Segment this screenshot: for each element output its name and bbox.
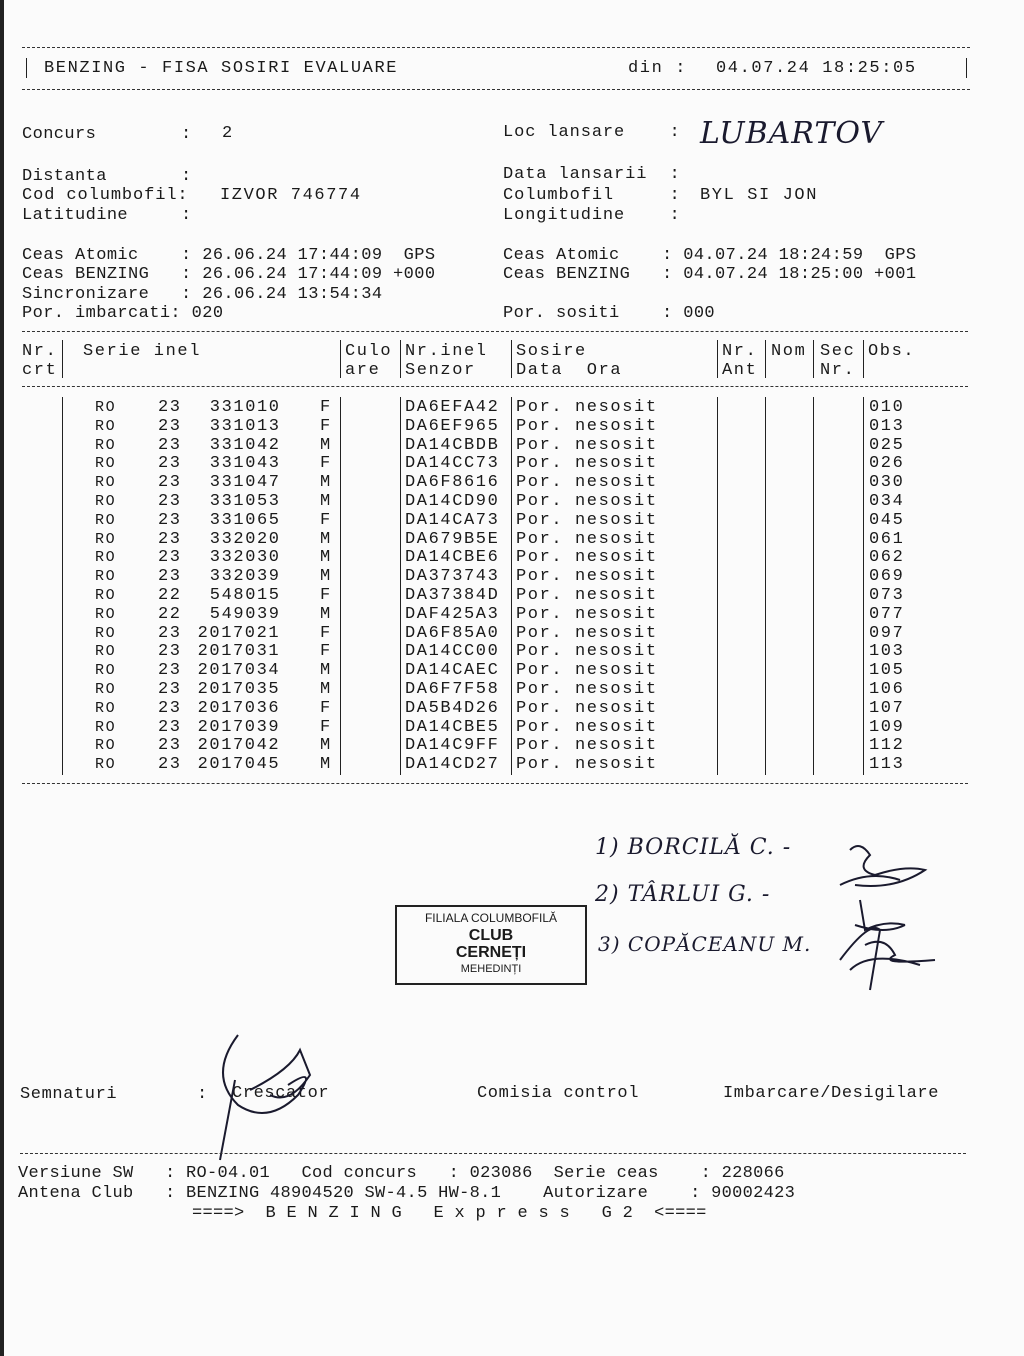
club-stamp bbox=[395, 905, 587, 985]
cell-arrival-status: Por. nesosit bbox=[516, 698, 658, 718]
cell-ring-number: 331047 bbox=[209, 473, 281, 493]
cell-ring-number: 2017042 bbox=[197, 736, 281, 756]
cell-sensor-id: DA37384D bbox=[405, 586, 500, 605]
cell-sex: M bbox=[320, 492, 332, 511]
cell-country: RO bbox=[95, 568, 117, 586]
table-column-divider bbox=[813, 340, 814, 378]
cell-obs: 069 bbox=[869, 567, 905, 587]
columbofil-label: Columbofil : bbox=[503, 186, 681, 205]
table-column-divider bbox=[863, 397, 864, 775]
cell-arrival-status: Por. nesosit bbox=[516, 548, 658, 568]
cell-obs: 062 bbox=[869, 548, 905, 568]
cell-sex: M bbox=[320, 736, 332, 756]
stamp-line-3: CERNEȚI bbox=[455, 944, 527, 961]
cell-country: RO bbox=[95, 587, 117, 604]
semnaturi-colon: : bbox=[197, 1085, 209, 1104]
cell-sex: F bbox=[320, 717, 332, 737]
cell-arrival-status: Por. nesosit bbox=[516, 717, 658, 737]
cell-year: 23 bbox=[158, 698, 182, 718]
cell-ring-number: 2017021 bbox=[197, 623, 281, 643]
header-sosire: Sosire bbox=[516, 342, 587, 361]
cell-sensor-id: DA5B4D26 bbox=[405, 698, 500, 718]
data-lansarii-label: Data lansarii : bbox=[503, 165, 681, 184]
cell-sensor-id: DA14CBE6 bbox=[405, 548, 500, 568]
cell-sensor-id: DA14CD27 bbox=[405, 755, 500, 775]
concurs-value: 2 bbox=[222, 124, 234, 143]
table-column-divider bbox=[717, 340, 718, 378]
loc-lansare-handwritten: LUBARTOV bbox=[700, 116, 884, 151]
header-serie-inel: Serie inel bbox=[83, 342, 202, 361]
ceas-benzing-end: Ceas BENZING : 04.07.24 18:25:00 +001 bbox=[503, 265, 917, 284]
header-sec-nr: Nr. bbox=[820, 361, 856, 380]
header-senzor: Senzor bbox=[405, 361, 476, 380]
cell-arrival-status: Por. nesosit bbox=[516, 435, 658, 455]
cell-sex: F bbox=[320, 586, 332, 605]
header-ant: Ant bbox=[722, 361, 758, 380]
cell-obs: 105 bbox=[869, 661, 905, 681]
cell-year: 23 bbox=[158, 492, 182, 511]
longitudine-label: Longitudine : bbox=[503, 206, 681, 225]
cell-sensor-id: DA14CBE5 bbox=[405, 717, 500, 737]
cell-ring-number: 2017045 bbox=[197, 755, 281, 775]
cell-sex: F bbox=[320, 416, 332, 436]
ceas-atomic-end: Ceas Atomic : 04.07.24 18:24:59 GPS bbox=[503, 246, 917, 265]
table-header-divider bbox=[22, 386, 968, 387]
cell-ring-number: 548015 bbox=[209, 586, 281, 605]
table-border-bottom bbox=[22, 783, 968, 784]
cell-sex: F bbox=[320, 698, 332, 718]
cell-country: RO bbox=[95, 681, 117, 698]
cell-year: 23 bbox=[158, 529, 182, 549]
stamp-line-1: FILIALA COLUMBOFILĂ bbox=[424, 911, 558, 925]
table-column-divider bbox=[340, 397, 341, 775]
cell-sensor-id: DA373743 bbox=[405, 567, 500, 587]
ceas-benzing-start: Ceas BENZING : 26.06.24 17:44:09 +000 bbox=[22, 265, 436, 284]
cell-obs: 109 bbox=[869, 717, 905, 737]
stamp-line-2: CLUB bbox=[468, 927, 514, 944]
crescator-label: Crescator bbox=[232, 1084, 330, 1103]
cell-sex: M bbox=[320, 548, 332, 568]
table-column-divider bbox=[62, 340, 63, 378]
cell-arrival-status: Por. nesosit bbox=[516, 586, 658, 605]
header-border-right bbox=[966, 58, 967, 78]
cell-country: RO bbox=[95, 549, 117, 567]
header-data-ora: Data Ora bbox=[516, 361, 623, 380]
cell-country: RO bbox=[95, 436, 117, 454]
cell-sensor-id: DA14CA73 bbox=[405, 510, 500, 530]
cell-obs: 061 bbox=[869, 529, 905, 549]
cell-year: 23 bbox=[158, 680, 182, 699]
cell-country: RO bbox=[95, 417, 117, 435]
cell-sex: M bbox=[320, 473, 332, 493]
cell-arrival-status: Por. nesosit bbox=[516, 492, 658, 511]
commission-signatures bbox=[820, 830, 940, 1010]
cell-ring-number: 2017034 bbox=[197, 661, 281, 681]
table-column-divider bbox=[62, 397, 63, 775]
cell-arrival-status: Por. nesosit bbox=[516, 510, 658, 530]
cell-sex: F bbox=[320, 398, 332, 417]
table-column-divider bbox=[511, 397, 512, 775]
cell-country: RO bbox=[95, 474, 117, 492]
distanta-label: Distanta : bbox=[22, 167, 192, 186]
cell-obs: 112 bbox=[869, 736, 905, 756]
footer-versiune: Versiune SW : RO-04.01 Cod concurs : 023086 Serie ceas : 228066 bbox=[18, 1164, 785, 1183]
header-culoare-1: Culo bbox=[345, 342, 393, 361]
cell-obs: 097 bbox=[869, 623, 905, 643]
cell-sex: F bbox=[320, 454, 332, 474]
header-nr-inel: Nr.inel bbox=[405, 342, 488, 361]
semnaturi-label: Semnaturi bbox=[20, 1085, 118, 1104]
table-column-divider bbox=[765, 340, 766, 378]
cell-arrival-status: Por. nesosit bbox=[516, 661, 658, 681]
concurs-label: Concurs : bbox=[22, 125, 192, 144]
cell-year: 23 bbox=[158, 416, 182, 436]
cell-obs: 013 bbox=[869, 416, 905, 436]
cell-ring-number: 549039 bbox=[209, 604, 281, 624]
table-column-divider bbox=[340, 340, 341, 378]
cell-ring-number: 331053 bbox=[209, 492, 281, 511]
cell-sensor-id: DA6EFA42 bbox=[405, 398, 500, 417]
loc-lansare-label: Loc lansare : bbox=[503, 123, 681, 142]
cell-ring-number: 332039 bbox=[209, 567, 281, 587]
cell-sensor-id: DA14CC00 bbox=[405, 642, 500, 662]
cell-sex: M bbox=[320, 661, 332, 681]
cell-year: 23 bbox=[158, 454, 182, 474]
header-border-top bbox=[22, 47, 970, 48]
cell-year: 23 bbox=[158, 736, 182, 756]
cell-ring-number: 331042 bbox=[209, 435, 281, 455]
cell-sex: M bbox=[320, 755, 332, 775]
cell-ring-number: 331065 bbox=[209, 510, 281, 530]
cell-country: RO bbox=[95, 530, 117, 548]
cell-arrival-status: Por. nesosit bbox=[516, 454, 658, 474]
cell-arrival-status: Por. nesosit bbox=[516, 398, 658, 417]
cell-sex: F bbox=[320, 510, 332, 530]
cell-sex: M bbox=[320, 529, 332, 549]
cell-sensor-id: DA6F8616 bbox=[405, 473, 500, 493]
cell-obs: 030 bbox=[869, 473, 905, 493]
cell-country: RO bbox=[95, 662, 117, 680]
header-border-left bbox=[26, 58, 27, 78]
table-column-divider bbox=[511, 340, 512, 378]
cell-ring-number: 332020 bbox=[209, 529, 281, 549]
cell-obs: 045 bbox=[869, 510, 905, 530]
cell-obs: 107 bbox=[869, 698, 905, 718]
footer-antena: Antena Club : BENZING 48904520 SW-4.5 HW-8.1 Autorizare : 90002423 bbox=[18, 1184, 796, 1203]
cell-arrival-status: Por. nesosit bbox=[516, 623, 658, 643]
cell-ring-number: 332030 bbox=[209, 548, 281, 568]
cell-year: 23 bbox=[158, 755, 182, 775]
cell-sensor-id: DA14CD90 bbox=[405, 492, 500, 511]
cell-arrival-status: Por. nesosit bbox=[516, 604, 658, 624]
table-column-divider bbox=[765, 397, 766, 775]
cell-arrival-status: Por. nesosit bbox=[516, 755, 658, 775]
cell-year: 23 bbox=[158, 548, 182, 568]
stamp-line-4: MEHEDINȚI bbox=[460, 963, 522, 975]
cell-country: RO bbox=[95, 455, 117, 473]
commission-member-1: 1) BORCILĂ C. - bbox=[595, 835, 792, 860]
cell-obs: 077 bbox=[869, 604, 905, 624]
cell-ring-number: 2017039 bbox=[197, 717, 281, 737]
cell-sensor-id: DA14CC73 bbox=[405, 454, 500, 474]
print-datetime: 04.07.24 18:25:05 bbox=[716, 59, 917, 78]
cell-country: RO bbox=[95, 493, 117, 510]
cell-sensor-id: DAF425A3 bbox=[405, 604, 500, 624]
cell-sensor-id: DA679B5E bbox=[405, 529, 500, 549]
cell-year: 23 bbox=[158, 661, 182, 681]
cell-obs: 103 bbox=[869, 642, 905, 662]
cell-obs: 073 bbox=[869, 586, 905, 605]
cell-country: RO bbox=[95, 699, 117, 717]
cell-country: RO bbox=[95, 605, 117, 623]
cell-obs: 025 bbox=[869, 435, 905, 455]
cell-year: 23 bbox=[158, 398, 182, 417]
cell-country: RO bbox=[95, 756, 117, 774]
cell-arrival-status: Por. nesosit bbox=[516, 680, 658, 699]
cell-obs: 010 bbox=[869, 398, 905, 417]
footer-divider bbox=[20, 1153, 966, 1154]
header-obs: Obs. bbox=[868, 342, 916, 361]
cell-sensor-id: DA14C9FF bbox=[405, 736, 500, 756]
cell-obs: 026 bbox=[869, 454, 905, 474]
cell-obs: 106 bbox=[869, 680, 905, 699]
cell-sex: M bbox=[320, 435, 332, 455]
cell-year: 22 bbox=[158, 586, 182, 605]
cell-ring-number: 2017035 bbox=[197, 680, 281, 699]
header-nom: Nom bbox=[771, 342, 807, 361]
cell-sex: F bbox=[320, 642, 332, 662]
cell-country: RO bbox=[95, 718, 117, 736]
cell-arrival-status: Por. nesosit bbox=[516, 416, 658, 436]
header-crt: crt bbox=[22, 361, 58, 380]
header-nr-ant: Nr. bbox=[722, 342, 758, 361]
cell-country: RO bbox=[95, 643, 117, 661]
cell-ring-number: 2017036 bbox=[197, 698, 281, 718]
cell-arrival-status: Por. nesosit bbox=[516, 473, 658, 493]
header-sec: Sec bbox=[820, 342, 856, 361]
table-column-divider bbox=[400, 340, 401, 378]
cell-arrival-status: Por. nesosit bbox=[516, 642, 658, 662]
cell-arrival-status: Por. nesosit bbox=[516, 529, 658, 549]
imbarcare-label: Imbarcare/Desigilare bbox=[723, 1084, 940, 1103]
cell-sensor-id: DA14CBDB bbox=[405, 435, 500, 455]
sincronizare: Sincronizare : 26.06.24 13:54:34 bbox=[22, 285, 383, 304]
cell-year: 23 bbox=[158, 435, 182, 455]
breeder-signature bbox=[200, 1030, 340, 1165]
comisia-control-label: Comisia control bbox=[477, 1084, 640, 1103]
table-column-divider bbox=[717, 397, 718, 775]
commission-member-2: 2) TÂRLUI G. - bbox=[595, 882, 771, 907]
cell-year: 23 bbox=[158, 623, 182, 643]
cell-sensor-id: DA6EF965 bbox=[405, 416, 500, 436]
cell-sex: F bbox=[320, 623, 332, 643]
cell-sensor-id: DA6F85A0 bbox=[405, 623, 500, 643]
cell-year: 22 bbox=[158, 604, 182, 624]
cell-sex: M bbox=[320, 567, 332, 587]
footer-brand: ====> B E N Z I N G E x p r e s s G 2 <==== bbox=[192, 1204, 707, 1223]
cell-ring-number: 331010 bbox=[209, 398, 281, 417]
cell-sensor-id: DA14CAEC bbox=[405, 661, 500, 681]
commission-member-3: 3) COPĂCEANU M. bbox=[598, 932, 812, 956]
cell-country: RO bbox=[95, 511, 117, 529]
cell-obs: 034 bbox=[869, 492, 905, 511]
cell-ring-number: 331043 bbox=[209, 454, 281, 474]
cod-columbofil-label: Cod columbofil: bbox=[22, 186, 189, 205]
table-border-top bbox=[22, 331, 968, 332]
cell-sex: M bbox=[320, 604, 332, 624]
cell-country: RO bbox=[95, 737, 117, 755]
cell-obs: 113 bbox=[869, 755, 905, 775]
cell-year: 23 bbox=[158, 717, 182, 737]
latitudine-label: Latitudine : bbox=[22, 206, 192, 225]
cell-year: 23 bbox=[158, 642, 182, 662]
cell-country: RO bbox=[95, 624, 117, 642]
cod-columbofil-value: IZVOR 746774 bbox=[220, 186, 362, 205]
page-title: BENZING - FISA SOSIRI EVALUARE bbox=[44, 59, 399, 78]
date-label: din : bbox=[628, 59, 688, 78]
ceas-atomic-start: Ceas Atomic : 26.06.24 17:44:09 GPS bbox=[22, 246, 436, 265]
header-border-bottom bbox=[22, 89, 970, 90]
cell-year: 23 bbox=[158, 510, 182, 530]
cell-year: 23 bbox=[158, 567, 182, 587]
cell-sex: M bbox=[320, 680, 332, 699]
scan-edge bbox=[0, 0, 4, 1356]
por-sositi: Por. sositi : 000 bbox=[503, 304, 716, 323]
cell-ring-number: 331013 bbox=[209, 416, 281, 436]
cell-arrival-status: Por. nesosit bbox=[516, 736, 658, 756]
por-imbarcati: Por. imbarcati: 020 bbox=[22, 304, 224, 323]
table-column-divider bbox=[400, 397, 401, 775]
table-column-divider bbox=[813, 397, 814, 775]
cell-country: RO bbox=[95, 399, 117, 416]
cell-arrival-status: Por. nesosit bbox=[516, 567, 658, 587]
header-nr: Nr. bbox=[22, 342, 58, 361]
columbofil-value: BYL SI JON bbox=[700, 186, 819, 205]
cell-sensor-id: DA6F7F58 bbox=[405, 680, 500, 699]
cell-ring-number: 2017031 bbox=[197, 642, 281, 662]
table-column-divider bbox=[863, 340, 864, 378]
header-culoare-2: are bbox=[345, 361, 381, 380]
cell-year: 23 bbox=[158, 473, 182, 493]
